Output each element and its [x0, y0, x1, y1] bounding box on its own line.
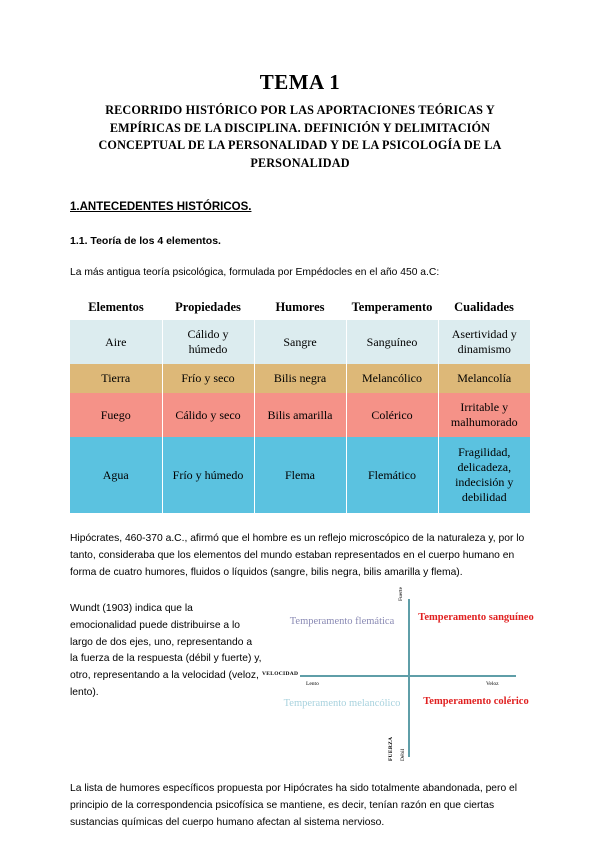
cell-elemento: Fuego [70, 393, 162, 437]
axis-tick-debil: Débil [400, 749, 406, 762]
sub-heading-teoria-4-elementos: 1.1. Teoría de los 4 elementos. [70, 234, 221, 247]
quadrant-label-melancolico: Temperamento melancólico [283, 698, 401, 710]
quadrant-label-flematica: Temperamento flemática [289, 616, 395, 628]
wundt-paragraph: Wundt (1903) indica que la emocionalidad puede distribuirse a lo largo de dos ejes, uno, representando a la fuerza de la respuesta (débil y fuerte) y, otro, representando a la velocidad (veloz, lento). [70, 603, 262, 698]
table-header-row [70, 298, 530, 320]
table-row [70, 393, 530, 437]
cell-elemento: Agua [70, 437, 162, 513]
elements-table [70, 298, 530, 513]
document-subtitle: RECORRIDO HISTÓRICO POR LAS APORTACIONES TEÓRICAS Y EMPÍRICAS DE LA DISCIPLINA. DEFINICIÓN Y DELIMITACIÓN CONCEPTUAL DE LA PERSONALIDAD Y DE LA PSICOLOGÍA DE LA PERSONALIDAD [98, 103, 502, 171]
column-header-temperamento: Temperamento [346, 298, 438, 320]
cell-humor: Sangre [254, 320, 346, 364]
quadrant-diagram [262, 587, 534, 762]
column-header-propiedades: Propiedades [162, 298, 254, 320]
intro-paragraph: La más antigua teoría psicológica, formulada por Empédocles en el año 450 a.C: [70, 266, 440, 278]
document-title: TEMA 1 [259, 70, 341, 94]
axis-label-velocidad: VELOCIDAD [262, 671, 299, 678]
axis-label-fuerza: FUERZA [388, 737, 394, 762]
cell-propiedad: Cálido y seco [162, 393, 254, 437]
quadrant-label-sanguineo: Temperamento sanguíneo [418, 612, 534, 624]
table-row [70, 364, 530, 393]
cell-propiedad: Cálido y húmedo [162, 320, 254, 364]
vertical-axis-line [408, 599, 410, 757]
table-head [70, 298, 530, 320]
cell-temperamento: Melancólico [346, 364, 438, 393]
cell-elemento: Tierra [70, 364, 162, 393]
cell-cualidad: Irritable y malhumorado [438, 393, 530, 437]
wundt-block [70, 587, 534, 762]
cell-elemento: Aire [70, 320, 162, 364]
final-paragraph: La lista de humores específicos propuesta por Hipócrates ha sido totalmente abandonada, pero el principio de la correspondencia psicofísica se mantiene, es decir, tenían razón en que ciertas sustancias químicas del cuerpo humano afectan al sistema nervioso. [70, 783, 518, 828]
section-heading-antecedentes: 1.ANTECEDENTES HISTÓRICOS. [70, 200, 252, 213]
column-header-elementos: Elementos [70, 298, 162, 320]
cell-humor: Bilis amarilla [254, 393, 346, 437]
cell-temperamento: Flemático [346, 437, 438, 513]
hipocrates-paragraph: Hipócrates, 460-370 a.C., afirmó que el hombre es un reflejo microscópico de la naturaleza y, por lo tanto, consideraba que los elementos del mundo estaban representados en el cuerpo humano en forma de cuatro humores, fluidos o líquidos (sangre, bilis negra, bilis amarilla y flema). [70, 533, 525, 578]
cell-cualidad: Asertividad y dinamismo [438, 320, 530, 364]
cell-cualidad: Fragilidad, delicadeza, indecisión y debilidad [438, 437, 530, 513]
cell-cualidad: Melancolía [438, 364, 530, 393]
cell-temperamento: Colérico [346, 393, 438, 437]
cell-humor: Flema [254, 437, 346, 513]
axis-tick-fuerte: Fuerte [398, 587, 404, 602]
quadrant-label-colerico: Temperamento colérico [423, 696, 529, 708]
horizontal-axis-line [300, 675, 516, 677]
document-content [70, 70, 534, 831]
table-row [70, 437, 530, 513]
axis-tick-lento: Lento [306, 681, 319, 688]
column-header-humores: Humores [254, 298, 346, 320]
cell-propiedad: Frío y húmedo [162, 437, 254, 513]
column-header-cualidades: Cualidades [438, 298, 530, 320]
cell-temperamento: Sanguíneo [346, 320, 438, 364]
table-row [70, 320, 530, 364]
cell-propiedad: Frío y seco [162, 364, 254, 393]
cell-humor: Bilis negra [254, 364, 346, 393]
table-body [70, 320, 530, 513]
axis-tick-veloz: Veloz [486, 681, 499, 688]
